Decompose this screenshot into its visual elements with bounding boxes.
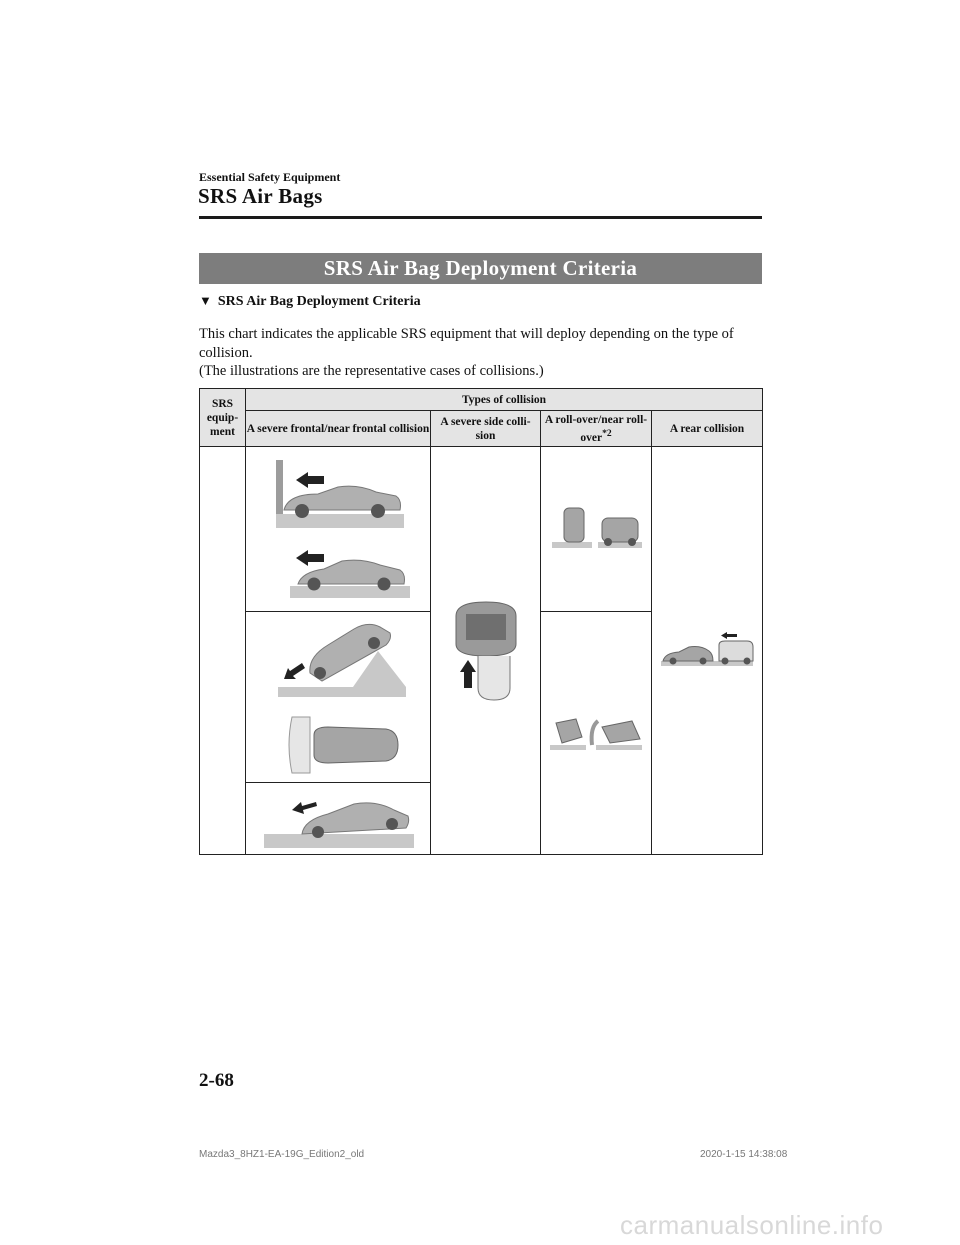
footnote-marker: *2: [602, 427, 612, 439]
header-types-of-collision: Types of collision: [246, 389, 763, 411]
rollover-illustration: [546, 504, 646, 554]
near-rollover-cell: [541, 612, 652, 855]
intro-paragraph: This chart indicates the applicable SRS equipment that will deploy depending on the type of collision.: [199, 326, 734, 361]
header-frontal-collision: A severe frontal/near frontal collision: [246, 411, 431, 447]
deployment-criteria-table: [199, 388, 763, 855]
intro-text: [199, 325, 762, 381]
rear-collision-cell: [652, 447, 763, 855]
frontal-slope-collision-illustration: [258, 617, 418, 777]
header-side-collision: A severe side colli-sion: [431, 411, 541, 447]
triangle-marker-icon: ▼: [199, 293, 212, 308]
frontal-curb-collision-cell: [246, 783, 431, 855]
title-rule: [199, 216, 762, 219]
header-rear-collision: A rear collision: [652, 411, 763, 447]
footer-document-id: Mazda3_8HZ1-EA-19G_Edition2_old: [199, 1149, 365, 1160]
page-number: 2-68: [199, 1070, 234, 1091]
section-label: Essential Safety Equipment: [199, 170, 341, 184]
srs-equipment-cell: [200, 447, 246, 855]
side-collision-illustration: [436, 596, 536, 706]
section-banner: SRS Air Bag Deployment Criteria: [199, 253, 762, 284]
rollover-cell: [541, 447, 652, 612]
footer-timestamp: 2020-1-15 14:38:08: [700, 1149, 788, 1160]
near-rollover-illustration: [546, 713, 646, 753]
page-title: SRS Air Bags: [198, 184, 323, 208]
frontal-curb-collision-illustration: [258, 788, 418, 850]
side-collision-cell: [431, 447, 541, 855]
header-srs-equipment: SRS equip-ment: [200, 389, 246, 447]
frontal-slope-and-offset-collision-cell: [246, 612, 431, 783]
watermark: carmanualsonline.info: [620, 1210, 884, 1240]
header-rollover-text: A roll-over/near roll-over: [544, 413, 648, 444]
rear-collision-illustration: [659, 631, 755, 671]
intro-note: (The illustrations are the representative cases of collisions.): [199, 363, 544, 379]
frontal-wall-and-low-collision-cell: [246, 447, 431, 612]
header-rollover: [541, 411, 652, 447]
frontal-wall-collision-illustration: [258, 454, 418, 604]
subheading: [199, 293, 421, 310]
subheading-text: SRS Air Bag Deployment Criteria: [217, 294, 421, 309]
